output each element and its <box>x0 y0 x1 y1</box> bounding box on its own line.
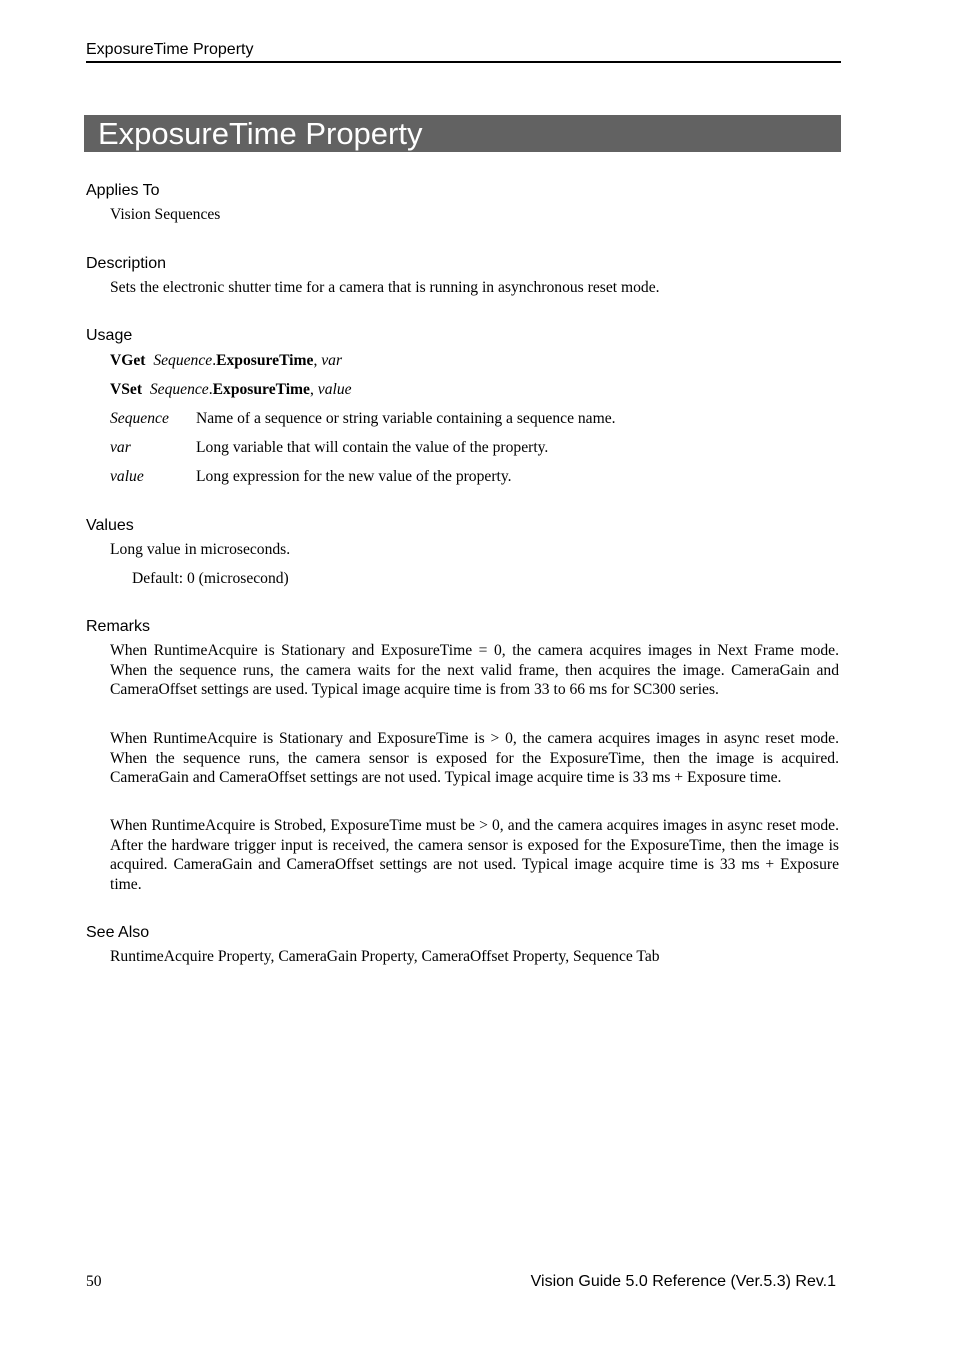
see-also-heading: See Also <box>86 924 150 941</box>
applies-to-heading: Applies To <box>86 182 160 199</box>
vget-argument: var <box>321 352 343 369</box>
description-heading: Description <box>86 255 167 272</box>
usage-heading: Usage <box>86 327 133 344</box>
page-title: ExposureTime Property <box>84 115 841 152</box>
page-number: 50 <box>86 1273 102 1290</box>
vget-comma: , <box>313 352 322 369</box>
remarks-heading: Remarks <box>86 618 151 635</box>
description-text: Sets the electronic shutter time for a camera that is running in asynchronous reset mode. <box>110 279 660 296</box>
vset-argument: value <box>317 381 352 398</box>
param-name: Sequence <box>110 410 169 427</box>
vget-dot: . <box>212 352 217 369</box>
vset-command: VSet <box>110 381 143 398</box>
vget-command: VGet <box>110 352 146 369</box>
usage-vget-line <box>110 351 342 371</box>
applies-to-text: Vision Sequences <box>110 206 221 223</box>
param-description: Long expression for the new value of the property. <box>196 468 512 485</box>
vset-sequence: Sequence <box>149 381 209 398</box>
vget-property: ExposureTime <box>216 352 314 369</box>
values-text: Long value in microseconds. <box>110 541 291 558</box>
vget-sequence: Sequence <box>153 352 213 369</box>
running-header: ExposureTime Property <box>86 41 841 63</box>
footer-doc-title: Vision Guide 5.0 Reference (Ver.5.3) Rev.1 <box>530 1273 836 1290</box>
param-description: Long variable that will contain the value of the property. <box>196 439 549 456</box>
vset-property: ExposureTime <box>212 381 310 398</box>
param-name: value <box>110 468 144 485</box>
param-description: Name of a sequence or string variable containing a sequence name. <box>196 410 616 427</box>
remarks-paragraph: When RuntimeAcquire is Stationary and ExposureTime is > 0, the camera acquires images in async reset mode. When the sequence runs, the camera sensor is exposed for the ExposureTime, then the image is acquired. CameraGain and CameraOffset settings are not used. Typical image acquire time is 33 ms + Exposure time. <box>110 730 839 786</box>
usage-vset-line <box>110 380 352 400</box>
see-also-text: RuntimeAcquire Property, CameraGain Property, CameraOffset Property, Sequence Tab <box>110 948 660 965</box>
values-heading: Values <box>86 517 134 534</box>
remarks-paragraph: When RuntimeAcquire is Stationary and ExposureTime = 0, the camera acquires images in Next Frame mode. When the sequence runs, the camera waits for the next valid frame, then acquires the image. CameraGain and CameraOffset settings are used. Typical image acquire time is from 33 to 66 ms for SC300 series. <box>110 642 839 698</box>
vset-comma: , <box>309 381 318 398</box>
values-default: Default: 0 (microsecond) <box>132 570 289 587</box>
vset-dot: . <box>208 381 213 398</box>
remarks-paragraph: When RuntimeAcquire is Strobed, ExposureTime must be > 0, and the camera acquires images in async reset mode. After the hardware trigger input is received, the camera sensor is exposed for the ExposureTime, then the image is acquired. CameraGain and CameraOffset settings are not used. Typical image acquire time is 33 ms + Exposure time. <box>110 817 839 893</box>
param-name: var <box>110 439 131 456</box>
